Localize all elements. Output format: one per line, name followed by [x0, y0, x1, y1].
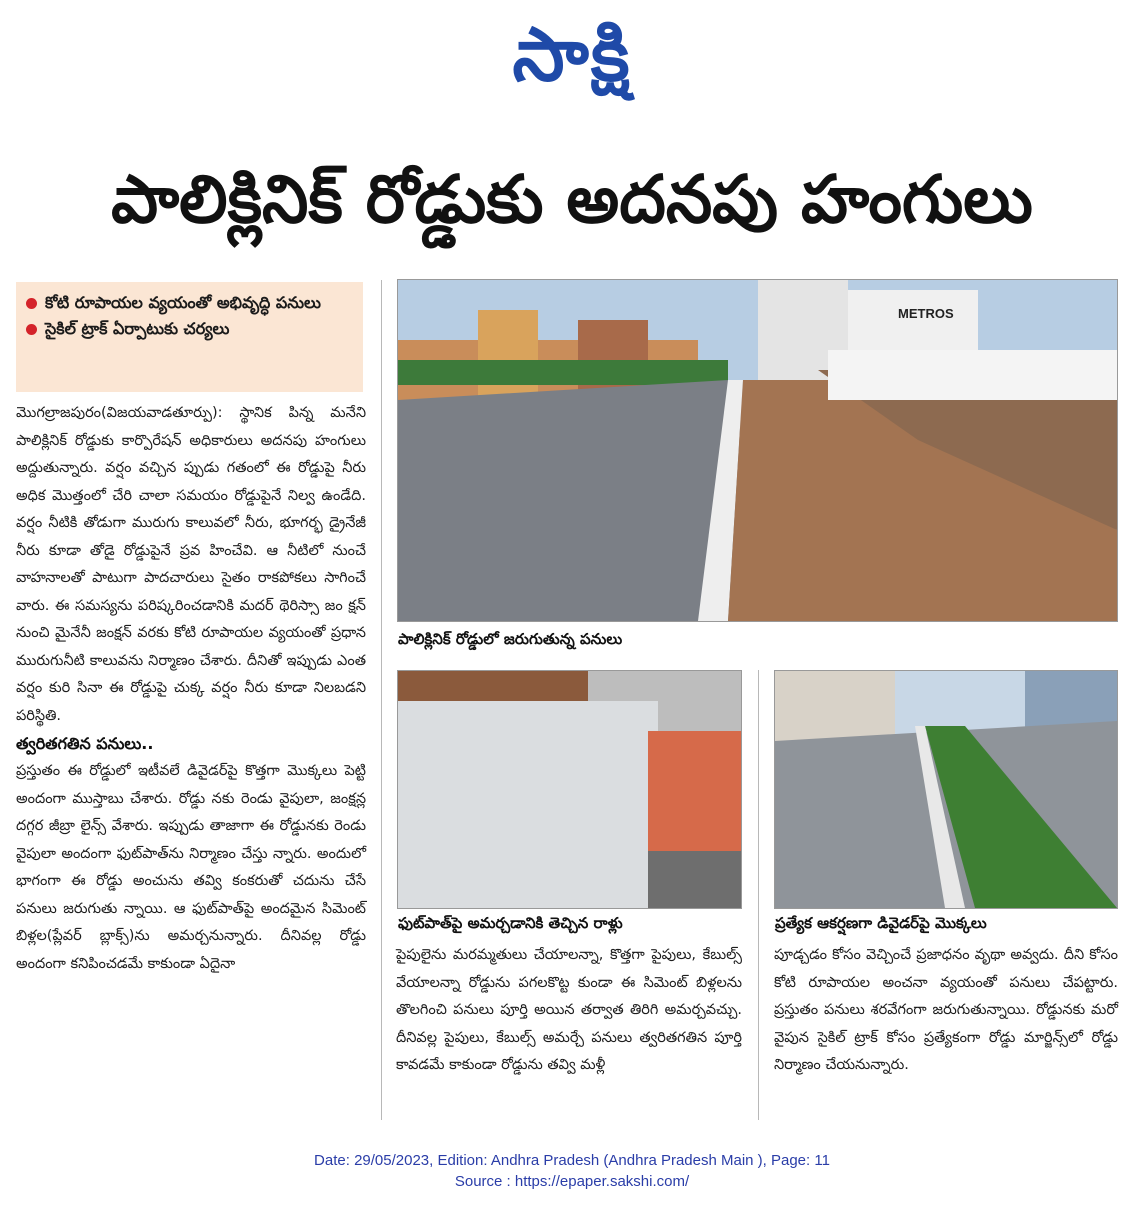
article-subhead: త్వరితగతిన పనులు.. — [16, 734, 154, 753]
bullet-icon — [26, 298, 37, 309]
column-divider — [381, 280, 382, 1120]
article-paragraph: పూడ్చడం కోసం వెచ్చించే ప్రజాధనం వృథా అవ్వదు. దీని కోసం కోటి రూపాయల అంచనా వ్యయంతో పనులు చేపట్టారు. ప్రస్తుతం పనులు శరవేగంగా జరుగుతున్నాయి. రోడ్డునకు మరో వైపున సైకిల్ ట్రాక్ కోసం ప్రత్యేకంగా రోడ్డు మార్జిన్స్‌లో రోడ్డు నిర్మాణం చేయనున్నారు. — [774, 947, 1118, 1073]
caption-main-photo: పాలిక్లినిక్ రోడ్డులో జరుగుతున్న పనులు — [398, 630, 623, 648]
newspaper-logo: సాక్షి — [512, 12, 632, 98]
article-lead: మొగల్రాజపురం(విజయవాడతూర్పు): స్థానిక పిన్న మనేని పాలిక్లినిక్ రోడ్డుకు కార్పొరేషన్ అధికారులు అదనపు హంగులు అద్దుతున్నారు. వర్షం వచ్చిన ప్పుడు గతంలో ఈ రోడ్డుపై నీరు అధిక మొత్తంలో చేరి చాలా సమయం రోడ్డుపైనే నిల్వ ఉండేది. వర్షం నీటికి తోడుగా మురుగు కాలువలో నీరు, భూగర్భ డ్రైనేజీ నీరు కూడా తోడై రోడ్డుపైనే ప్రవ హించేవి. ఆ నీటిలో నుంచే వాహనాలతో పాటుగా పాదచారులు సైతం రాకపోకలు సాగించే వారు. ఈ సమస్యను పరిష్కరించడానికి మదర్ థెరిస్సా జం క్షన్ నుంచి మైనేనీ జంక్షన్ వరకు కోటి రూపాయల వ్యయంతో ప్రధాన మురుగునీటి కాలువను నిర్మాణం చేశారు. దీనితో ఇప్పుడు ఎంత వర్షం కురి సినా ఈ రోడ్డుపై చుక్క వర్షం నీరు కూడా నిలబడని పరిస్థితి. — [16, 405, 366, 724]
article-column-1 — [16, 400, 366, 978]
photo-road-works — [397, 279, 1118, 622]
article-column-3 — [774, 942, 1118, 1080]
highlight-item — [26, 316, 353, 342]
bullet-icon — [26, 324, 37, 335]
highlight-item — [26, 290, 353, 316]
article-paragraph: పైపులైను మరమ్మతులు చేయాలన్నా, కొత్తగా పైపులు, కేబుల్స్ వేయాలన్నా రోడ్డును పగలకొట్ట కుండా ఈ సిమెంట్ బిళ్లలను తొలగించి పనులు పూర్తి అయిన తర్వాత తిరిగి అమర్చవచ్చు. దీనివల్ల పైపులు, కేబుల్స్ అమర్చే పనులు త్వరితగతిన పూర్తి కావడమే కాకుండా రోడ్డును తవ్వి మళ్లీ — [396, 947, 742, 1073]
article-paragraph: ప్రస్తుతం ఈ రోడ్డులో ఇటీవలే డివైడర్‌పై కొత్తగా మొక్కలు పెట్టి అందంగా ముస్తాబు చేశారు. రోడ్డు నకు రెండు వైపులా, జంక్షన్ల దగ్గర జీబ్రా లైన్స్ వేశారు. ఇప్పుడు తాజాగా ఈ రోడ్డునకు రెండు వైపులా అందంగా ఫుట్‌పాత్‌ను నిర్మాణం చేస్తు న్నారు. అందులో భాగంగా ఈ రోడ్డు అంచును తవ్వి కంకరుతో చదును చేసే పనులు జరుగుతు న్నాయి. ఆ ఫుట్‌పాత్‌పై అందమైన సిమెంట్ బిళ్లల(ప్లేవర్ బ్లాక్స్)ను అమర్చనున్నారు. దీనివల్ల రోడ్డు అందంగా కనిపించడమే కాకుండా ఏదైనా — [16, 763, 366, 972]
highlight-text: సైకిల్ ట్రాక్ ఏర్పాటుకు చర్యలు — [45, 319, 230, 338]
highlights-box — [16, 282, 363, 392]
caption-bricks-photo: ఫుట్‌పాత్‌పై అమర్చడానికి తెచ్చిన రాళ్లు — [398, 914, 623, 932]
metros-sign: METROS — [898, 306, 954, 321]
photo-paver-bricks — [397, 670, 742, 909]
article-column-2 — [396, 942, 742, 1080]
article-headline: పాలిక్లినిక్ రోడ్డుకు అదనపు హంగులు — [111, 161, 1033, 238]
caption-divider-photo: ప్రత్యేక ఆకర్షణగా డివైడర్‌పై మొక్కలు — [775, 914, 987, 932]
highlight-text: కోటి రూపాయల వ్యయంతో అభివృద్ధి పనులు — [45, 293, 321, 312]
footer-edition-info: Date: 29/05/2023, Edition: Andhra Pradesh (Andhra Pradesh Main ), Page: 11 — [314, 1152, 830, 1169]
column-divider — [758, 670, 759, 1120]
footer-source-link[interactable]: Source : https://epaper.sakshi.com/ — [454, 1173, 690, 1190]
photo-divider-plants — [774, 670, 1118, 909]
